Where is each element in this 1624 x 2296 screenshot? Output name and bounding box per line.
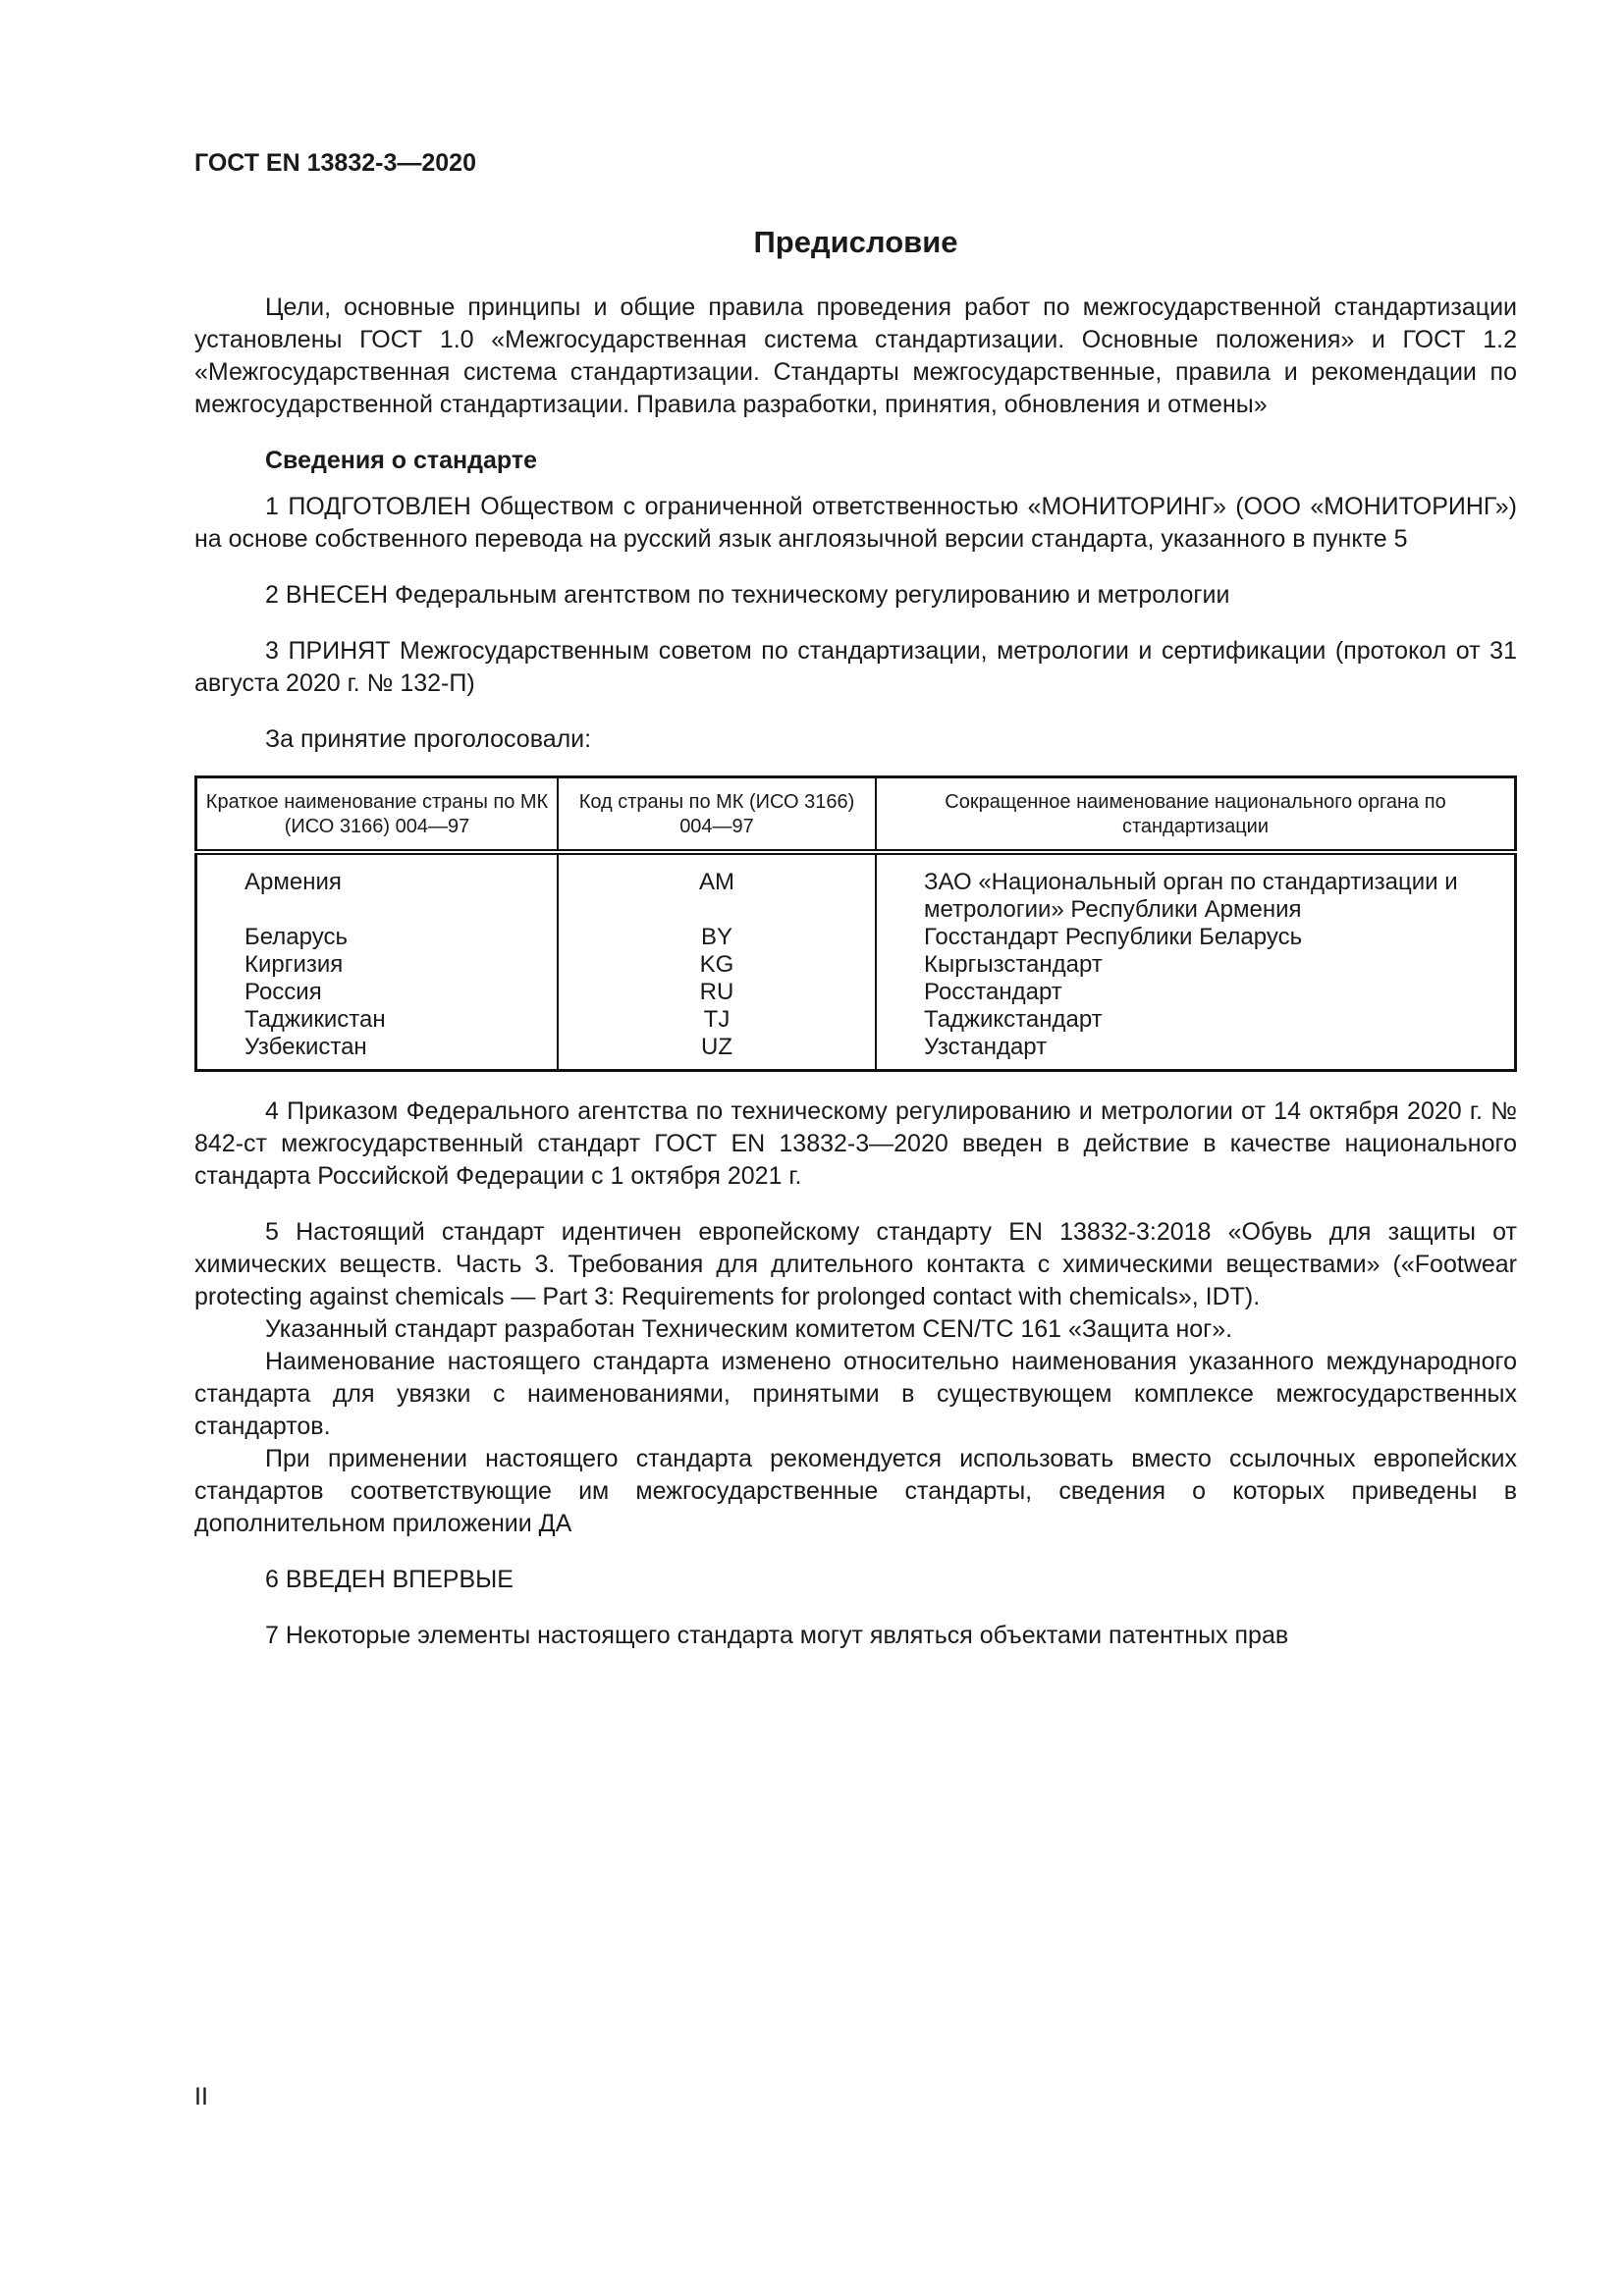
table-row xyxy=(196,852,1516,924)
country-name: Армения xyxy=(196,852,559,924)
country-name: Киргизия xyxy=(196,951,559,979)
page-title: Предисловие xyxy=(753,225,958,259)
table-row xyxy=(196,1034,1516,1071)
organ-name: Росстандарт xyxy=(924,979,1062,1005)
table-row xyxy=(196,979,1516,1006)
col-header-code: Код страны по МК (ИСО 3166) 004—97 xyxy=(558,777,876,853)
item-2: 2 ВНЕСЕН Федеральным агентством по техническому регулированию и метрологии xyxy=(265,581,1230,609)
voted-label: За принятие проголосовали: xyxy=(265,725,592,753)
country-code: AM xyxy=(558,852,876,924)
item-5-references: При применении настоящего стандарта рекомендуется использовать вместо ссылочных европейских стандартов соответствующие им межгосударственные стандарты, сведения о которых приведены в дополнительном приложении ДА xyxy=(194,1445,1517,1537)
country-code: TJ xyxy=(558,1006,876,1034)
item-5-name-change: Наименование настоящего стандарта изменено относительно наименования указанного международного стандарта для увязки с наименованиями, принятыми в существующем комплексе межгосударственных стандартов. xyxy=(194,1348,1517,1440)
item-1: 1 ПОДГОТОВЛЕН Обществом с ограниченной ответственностью «МОНИТОРИНГ» (ООО «МОНИТОРИНГ») на основе собственного перевода на русский язык англоязычной версии стандарта, указанного в пункте 5 xyxy=(194,493,1517,553)
country-name: Беларусь xyxy=(196,924,559,951)
organ-name: Узстандарт xyxy=(924,1034,1048,1060)
organ-name: Госстандарт Республики Беларусь xyxy=(924,924,1303,950)
col-header-country: Краткое наименование страны по МК (ИСО 3166) 004—97 xyxy=(196,777,559,853)
country-name: Узбекистан xyxy=(196,1034,559,1071)
page-content xyxy=(194,147,1517,1652)
col-header-organ: Сокращенное наименование национального органа по стандартизации xyxy=(876,777,1516,853)
country-code: KG xyxy=(558,951,876,979)
item-5-text: 5 Настоящий стандарт идентичен европейскому стандарту EN 13832-3:2018 «Обувь для защиты от химических веществ. Часть 3. Требования для длительного контакта с химическими веществами» («Footwear protecting against chemicals — Part 3: Requirements for prolonged contact with chemicals», IDT). xyxy=(194,1218,1517,1310)
item-3: 3 ПРИНЯТ Межгосударственным советом по стандартизации, метрологии и сертификации (протокол от 31 августа 2020 г. № 132-П) xyxy=(194,637,1517,697)
organ-name: Кыргызстандарт xyxy=(924,951,1103,978)
country-code: UZ xyxy=(558,1034,876,1071)
country-code: BY xyxy=(558,924,876,951)
country-name: Таджикистан xyxy=(196,1006,559,1034)
table-row xyxy=(196,951,1516,979)
info-heading: Сведения о стандарте xyxy=(265,447,538,474)
country-code: RU xyxy=(558,979,876,1006)
country-name: Россия xyxy=(196,979,559,1006)
item-5 xyxy=(194,1216,1517,1540)
document-header: ГОСТ EN 13832-3—2020 xyxy=(194,149,476,177)
intro-paragraph: Цели, основные принципы и общие правила проведения работ по межгосударственной стандартизации установлены ГОСТ 1.0 «Межгосударственная система стандартизации. Основные положения» и ГОСТ 1.2 «Межгосударственная система стандартизации. Стандарты межгосударственные, правила и рекомендации по межгосударственной стандартизации. Правила разработки, принятия, обновления и отмены» xyxy=(194,294,1517,418)
organ-name: ЗАО «Национальный орган по стандартизации и метрологии» Республики Армения xyxy=(924,869,1458,923)
table-row xyxy=(196,924,1516,951)
item-4: 4 Приказом Федерального агентства по техническому регулированию и метрологии от 14 октября 2020 г. № 842-ст межгосударственный стандарт ГОСТ EN 13832-3—2020 введен в действие в качестве национального стандарта Российской Федерации с 1 октября 2021 г. xyxy=(194,1097,1517,1190)
item-7: 7 Некоторые элементы настоящего стандарта могут являться объектами патентных прав xyxy=(265,1622,1289,1649)
organ-name: Таджикстандарт xyxy=(924,1006,1103,1033)
item-5-committee: Указанный стандарт разработан Техническим комитетом CEN/TC 161 «Защита ног». xyxy=(265,1315,1233,1343)
voting-table xyxy=(194,775,1517,1072)
table-row xyxy=(196,1006,1516,1034)
item-6: 6 ВВЕДЕН ВПЕРВЫЕ xyxy=(265,1566,514,1593)
page-number: II xyxy=(194,2083,208,2110)
